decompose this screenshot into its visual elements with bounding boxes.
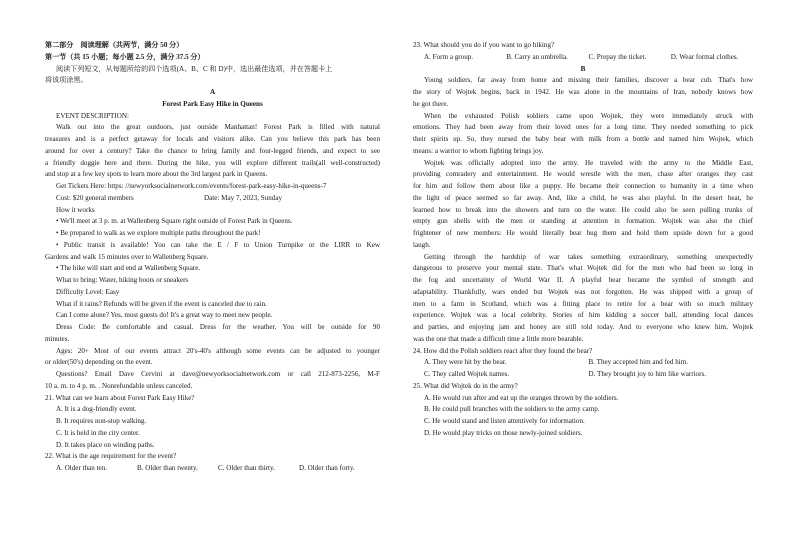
answer-option[interactable]: A. Form a group.	[424, 52, 474, 61]
answer-option[interactable]: A. He would run after and eat up the oranges thrown by the soldiers.	[424, 393, 619, 402]
paragraph-line: Getting through the hardship of war takes something extraordinary, something unexpectedly	[424, 252, 753, 261]
paragraph-line: Wojtek was officially adopted into the army. He traveled with the army to the Middle East,	[424, 158, 753, 167]
date-text: Date: May 7, 2023, Sunday	[204, 193, 283, 202]
paragraph-line: around for over a century? Take the chance to bring family and four-legged friends, and expect to see	[45, 146, 380, 155]
answer-option[interactable]: B. Older than twenty.	[137, 464, 198, 472]
paragraph-line: empty gun shells with the men or standing at attention in formation. Wojtek was also the chief	[413, 217, 753, 226]
answer-option[interactable]: C. They called Wojtek names.	[424, 370, 510, 378]
ages-line: or older(50's) depending on the event.	[45, 358, 153, 367]
answer-option[interactable]: A. They were hit by the bear.	[424, 358, 507, 367]
answer-option[interactable]: B. It requires non-stop walking.	[56, 417, 147, 425]
section-title: 第二部分 阅读理解（共两节，满分 50 分）	[45, 41, 184, 49]
answer-option[interactable]: A. Older than ten.	[56, 464, 108, 472]
paragraph-line: providing comradery and entertainment. He would wrestle with the men, chase after oranges they cast	[413, 170, 753, 179]
instruction-line: 阅读下列短文，从每题所给的四个选项(A、B、C 和 D)中，选出最佳选项，并在答题卡上	[56, 64, 333, 73]
paragraph-line: and stop at a few key spots to learn more about the 3rd largest park in Queens.	[45, 170, 268, 179]
paragraph-line: dangerous to preserve your mental state. That's what Wojtek did for the men who had been so long in	[413, 264, 753, 273]
ages-line: Ages: 20+ Most of our events attract 20's-40's although some events can be adjusted to younger	[56, 346, 380, 355]
paragraph-line: laugh.	[413, 240, 431, 249]
paragraph-line: When the exhausted Polish soldiers came upon Wojtek, they were immediately struck with	[424, 111, 753, 120]
paragraph-line: experience. Wojtek was a local celebrity. Stories of him kidding a soccer ball, attending local dances	[413, 311, 753, 320]
cost-date-row	[45, 193, 380, 205]
bullet-item: • We'll meet at 3 p. m. at Wallenberg Square right outside of Forest Park in Queens.	[56, 217, 293, 226]
paragraph-line: the fog and uncertainty of World War II. A playful bear became the symbol of strength and	[413, 276, 753, 284]
bullet-item: • Be prepared to walk as we explore multiple paths throughout the park!	[56, 229, 261, 237]
tickets-link[interactable]: Get Tickets Here: https: //newyorksocialnetwork.com/events/forest-park-easy-hike-in-queens-7	[56, 182, 327, 190]
answer-option[interactable]: D. They brought joy to him like warriors.	[588, 370, 706, 378]
paragraph-line: treasures and is a perfect getaway for locals and visitors alike. Can you believe this park has been	[45, 135, 380, 143]
options-row	[413, 357, 753, 369]
right-column	[413, 40, 753, 440]
paragraph-line: Walk out into the great outdoors, just outside Manhattan! Forest Park is filled with natural	[56, 123, 380, 132]
instruction-line: 将该项涂黑。	[45, 76, 88, 85]
passage-title: Forest Park Easy Hike in Queens	[162, 99, 263, 108]
answer-option[interactable]: B. He could pull branches with the soldiers to the army camp.	[424, 405, 600, 414]
question-stem: 24. How did the Polish soldiers react after they found the bear?	[413, 346, 593, 355]
paragraph-line: he got there.	[413, 99, 449, 108]
answer-option[interactable]: B. They accepted him and fed him.	[588, 358, 689, 367]
subsection-title: 第一节（共 15 小题；每小题 2.5 分，满分 37.5 分）	[45, 52, 205, 61]
paragraph-line: was the one that made a difficult time a little more bearable.	[413, 334, 584, 343]
answer-option[interactable]: D. Wear formal clothes.	[670, 52, 739, 61]
dress-code-line: minutes.	[45, 334, 70, 343]
paragraph-line: the light of peace seemed so far away. And, like a child, he was also playful. In the desert heat, he	[413, 193, 753, 202]
answer-option[interactable]: A. It is a dog-friendly event.	[56, 405, 137, 414]
rain-text: What if it rains? Refunds will be given if the event is canceled due to rain.	[56, 299, 267, 308]
bring-text: What to bring: Water, hiking boots or sneakers	[56, 276, 189, 284]
paragraph-line: their spirits up. So, they nursed the baby bear with milk from a bottle and named him Wojtek, which	[413, 135, 753, 143]
answer-option[interactable]: B. Carry an umbrella.	[506, 52, 568, 61]
event-label: EVENT DESCRIPTION:	[56, 111, 129, 120]
bullet-item: Gardens and walk 15 minutes over to Wallenberg Square.	[45, 252, 209, 261]
options-row	[413, 369, 753, 381]
questions-line: 10 a. m. to 4 p. m. . Nonrefundable unless canceled.	[45, 381, 193, 390]
answer-option[interactable]: C. Prepay the ticket.	[588, 52, 647, 61]
paragraph-line: frightener of new members: He would literally bear hug them and hold them upside down for a good	[413, 229, 753, 237]
paragraph-line: emotions. They had been away from their loved ones for a long time. They needed something to pick	[413, 123, 753, 132]
alone-text: Can I come alone? Yes, most guests do! It's a great way to meet new people.	[56, 311, 273, 320]
paragraph-line: means: a warrior to whom fighting brings joy.	[413, 146, 544, 155]
answer-option[interactable]: D. He would play tricks on those newly-joined soldiers.	[424, 428, 583, 437]
options-row	[45, 463, 380, 475]
difficulty-text: Difficulty Level: Easy	[56, 287, 120, 296]
answer-option[interactable]: C. It is held in the city center.	[56, 428, 140, 437]
bullet-item: • Public transit is available! You can take the E / F to Union Turnpike or the LIRR to Kew	[56, 240, 380, 249]
left-column	[45, 40, 380, 475]
answer-option[interactable]: D. It takes place on winding paths.	[56, 440, 155, 449]
question-stem: 23. What should you do if you want to go hiking?	[413, 41, 555, 49]
options-row	[413, 52, 753, 64]
question-stem: 25. What did Wojtek do in the army?	[413, 381, 518, 390]
answer-option[interactable]: D. Older than forty.	[299, 464, 355, 472]
paragraph-line: learned how to break into the showers and turn on the water. He could also be seen pulling trunks of	[413, 205, 753, 214]
question-stem: 21. What can we learn about Forest Park Easy Hike?	[45, 393, 195, 402]
answer-option[interactable]: C. He would stand and listen attentively for information.	[424, 417, 585, 425]
questions-line: Questions? Email Dave Cervini at dave@newyorksocialnetwork.com or call 212-873-2256, M-F	[56, 370, 380, 378]
paragraph-line: the story of Wojtek begins, back in 1942. He was alone in the mountains of Iran, nobody knows how	[413, 88, 753, 96]
answer-option[interactable]: C. Older than thirty.	[218, 464, 275, 472]
paragraph-line: a friendly doggie here and there. During the hike, you will explore different trails(all well-constructed)	[45, 158, 380, 167]
bullet-item: • The hike will start and end at Wallenberg Square.	[56, 264, 201, 273]
passage-letter: A	[209, 88, 216, 96]
question-stem: 22. What is the age requirement for the event?	[45, 452, 177, 461]
dress-code-line: Dress Code: Be comfortable and casual. Dress for the weather. You will be outside for 90	[56, 323, 380, 331]
how-heading: How it works	[56, 205, 95, 214]
paragraph-line: and parties, and enjoying jam and honey are still told today. And to everyone who knew him, Wojtek	[413, 323, 753, 331]
paragraph-line: for him and follow them about like a puppy. He became their connection to humanity in a time when	[413, 182, 753, 190]
paragraph-line: Young soldiers, far away from home and missing their families, discover a bear cub. That's how	[424, 76, 753, 85]
passage-letter: B	[580, 64, 586, 73]
paragraph-line: adaptability. Thankfully, wars ended but Wojtek was not forgotten. He was shipped with a group of	[413, 287, 753, 296]
paragraph-line: men to a farm in Scotland, which was a fitting place to retire for a bear with so much military	[413, 299, 753, 308]
cost-text: Cost: $20 general members	[56, 193, 134, 202]
